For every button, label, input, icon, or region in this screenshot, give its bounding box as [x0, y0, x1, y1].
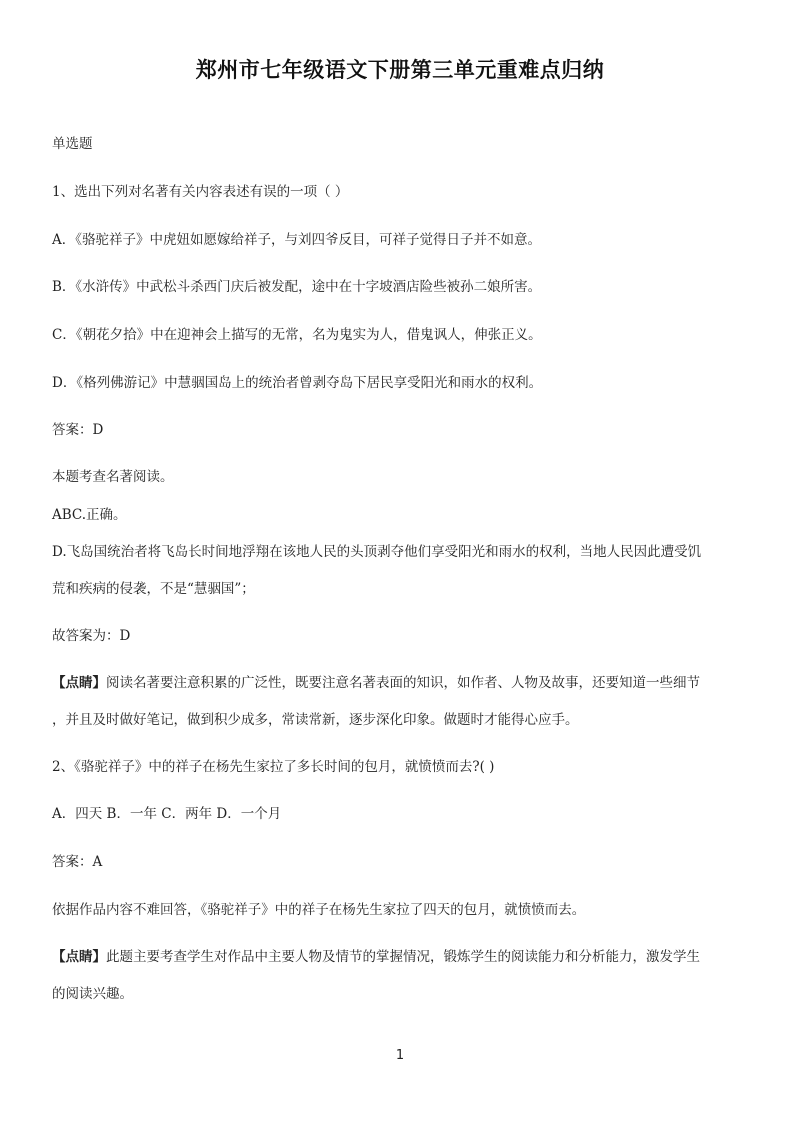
question-1-option-d: D．《格列佛游记》中慧骃国岛上的统治者曾剥夺岛下居民享受阳光和雨水的权利。 — [52, 375, 543, 391]
section-heading: 单选题 — [52, 136, 93, 152]
question-1-final-answer: 故答案为：D — [52, 628, 131, 644]
question-1-answer: 答案：D — [52, 422, 104, 438]
question-2-answer: 答案：A — [52, 854, 103, 870]
question-1-option-b: B．《水浒传》中武松斗杀西门庆后被发配，途中在十字坡酒店险些被孙二娘所害。 — [52, 279, 542, 295]
question-1-tip-line1 — [52, 673, 752, 693]
page-number: 1 — [395, 1048, 405, 1063]
question-1-analysis-d-line2: 荒和疾病的侵袭，不是“慧骃国”； — [52, 581, 255, 597]
question-1-option-a: A．《骆驼祥子》中虎妞如愿嫁给祥子，与刘四爷反目，可祥子觉得日子并不如意。 — [52, 232, 541, 248]
question-2-options: A．四天 B．一年 C．两年 D．一个月 — [52, 806, 282, 822]
question-1-option-c: C．《朝花夕拾》中在迎神会上描写的无常，名为鬼实为人，借鬼讽人，伸张正义。 — [52, 327, 542, 343]
document-title: 郑州市七年级语文下册第三单元重难点归纳 — [195, 58, 605, 82]
question-1-tip-line2: ，并且及时做好笔记，做到积少成多，常读常新，逐步深化印象。做题时才能得心应手。 — [52, 712, 579, 728]
question-2-tip-line1 — [52, 947, 752, 967]
question-1-analysis-abc: ABC.正确。 — [52, 507, 127, 523]
tip-text: 此题主要考查学生对作品中主要人物及情节的掌握情况，锻炼学生的阅读能力和分析能力，激发学生 — [106, 949, 700, 965]
question-2-analysis: 依据作品内容不难回答，《骆驼祥子》中的祥子在杨先生家拉了四天的包月，就愤愤而去。 — [52, 902, 586, 918]
question-2-tip-line2: 的阅读兴趣。 — [52, 986, 133, 1002]
tip-label: 【点睛】 — [52, 949, 106, 965]
question-1-analysis-intro: 本题考查名著阅读。 — [52, 469, 174, 485]
question-1-analysis-d-line1: D.飞岛国统治者将飞岛长时间地浮翔在该地人民的头顶剥夺他们享受阳光和雨水的权利，当地人民因此遭受饥 — [52, 544, 702, 560]
tip-label: 【点睛】 — [52, 675, 106, 691]
tip-text: 阅读名著要注意积累的广泛性，既要注意名著表面的知识，如作者、人物及故事，还要知道一些细节 — [106, 675, 700, 691]
question-2-stem: 2、《骆驼祥子》中的祥子在杨先生家拉了多长时间的包月，就愤愤而去?( ) — [52, 759, 495, 775]
question-1-stem: 1、选出下列对名著有关内容表述有误的一项（ ） — [52, 184, 349, 200]
